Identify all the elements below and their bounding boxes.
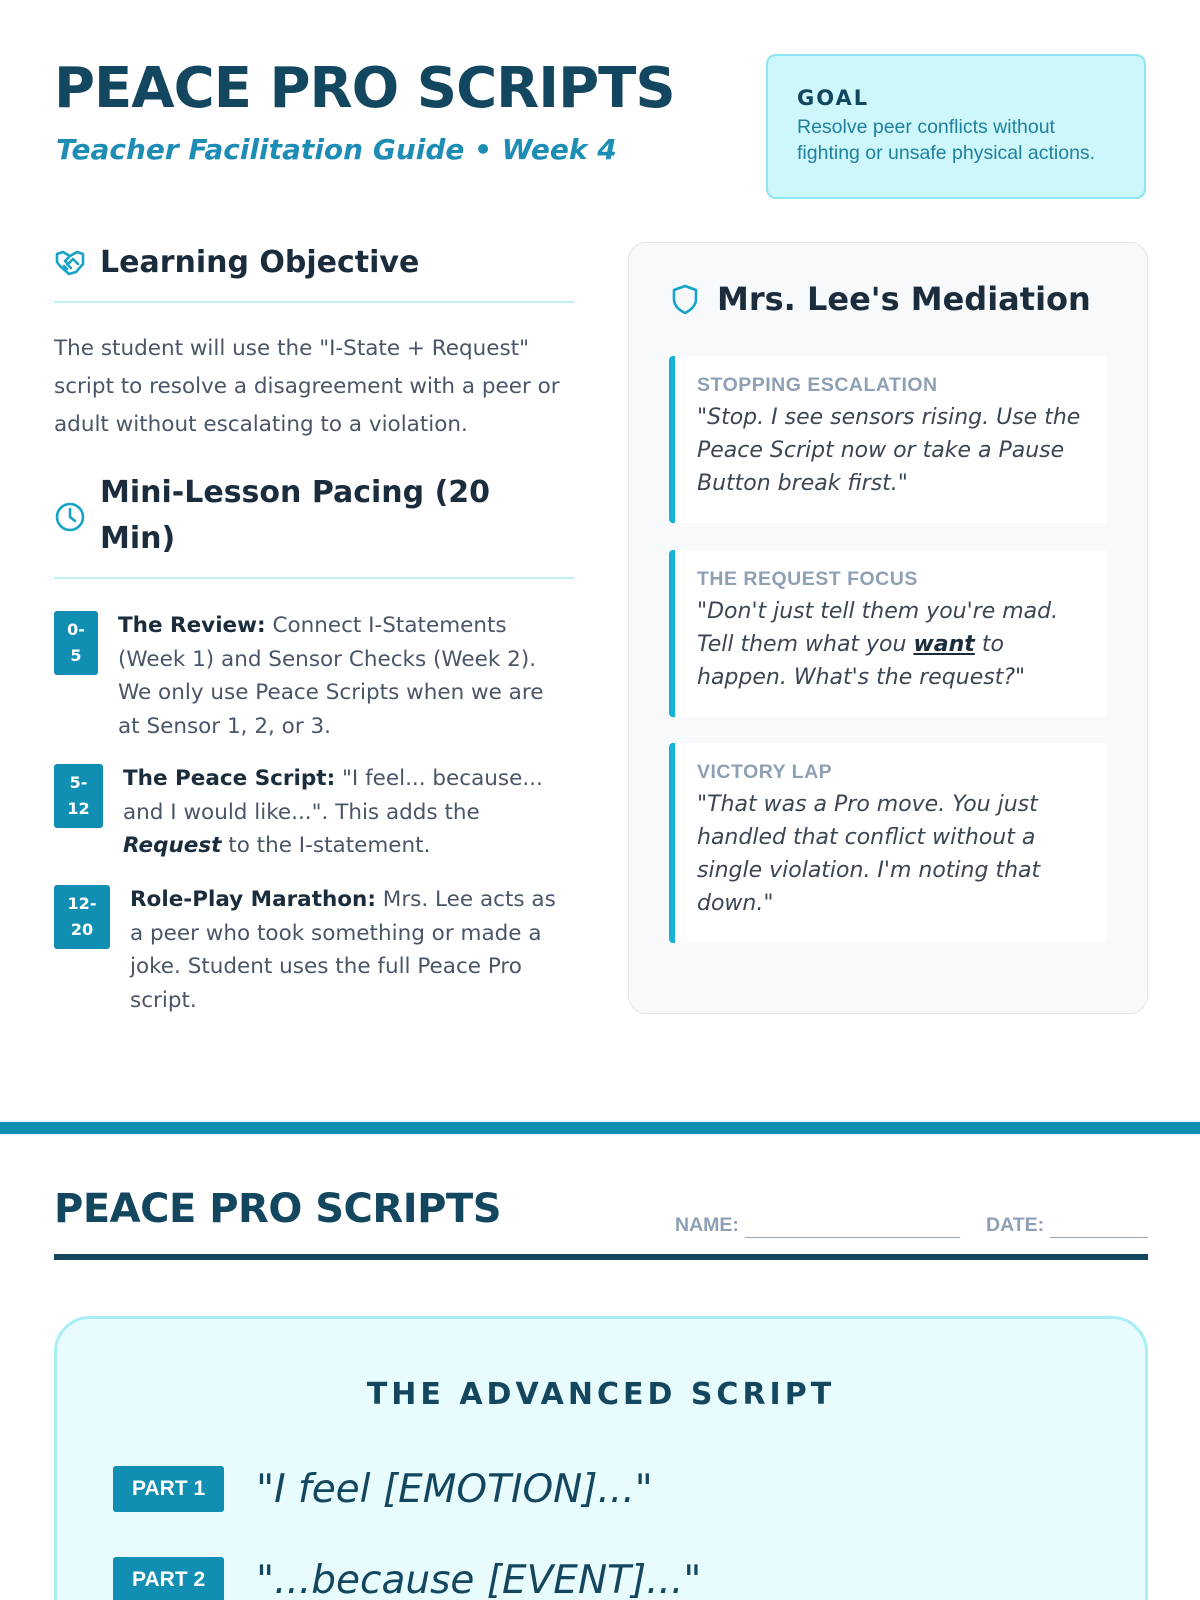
goal-text: Resolve peer conflicts without fighting or unsafe physical actions. xyxy=(797,116,1096,164)
mediation-card xyxy=(669,356,1107,523)
pacing-item-title: The Review: xyxy=(118,613,266,638)
pacing-item xyxy=(54,762,573,863)
clock-icon xyxy=(54,501,86,533)
time-start: 5- xyxy=(69,773,88,792)
time-end: 12 xyxy=(67,799,90,818)
mediation-header xyxy=(671,280,1091,318)
date-label: DATE: xyxy=(986,1214,1045,1236)
part-badge: PART 1 xyxy=(113,1466,224,1512)
shield-icon xyxy=(671,283,701,315)
script-part-row xyxy=(113,1557,701,1600)
time-end: 5 xyxy=(70,646,82,665)
pacing-item-title: Role-Play Marathon: xyxy=(130,887,376,912)
time-badge xyxy=(54,611,98,675)
card-quote-start: "Don't just tell them you're mad. Tell them what you xyxy=(697,599,1059,657)
pacing-text xyxy=(123,762,573,863)
card-label: THE REQUEST FOCUS xyxy=(697,568,918,590)
worksheet-divider xyxy=(54,1254,1148,1260)
card-label: VICTORY LAP xyxy=(697,761,833,783)
pacing-text xyxy=(118,609,568,743)
time-start: 0- xyxy=(67,620,85,639)
pacing-item-text-end: to the I-statement. xyxy=(228,833,431,858)
part-line: "I feel [EMOTION]..." xyxy=(256,1466,653,1512)
pacing-item xyxy=(54,609,568,743)
part-badge: PART 2 xyxy=(113,1557,224,1600)
name-field[interactable] xyxy=(745,1237,960,1238)
page-subtitle: Teacher Facilitation Guide • Week 4 xyxy=(56,133,617,166)
page-divider-band xyxy=(0,1122,1200,1134)
objective-text: The student will use the "I-State + Request" script to resolve a disagreement with a peer or adult without escalating to a violation. xyxy=(54,336,560,437)
card-quote-emphasis: want xyxy=(913,632,975,657)
date-field[interactable] xyxy=(1050,1237,1148,1238)
script-part-row xyxy=(113,1466,653,1512)
pacing-item xyxy=(54,883,570,1017)
pacing-item-text: Mrs. Lee acts as a peer who took something or made a joke. Student uses the full Peace Pro script. xyxy=(130,887,556,1013)
objective-divider xyxy=(54,301,574,303)
pacing-text xyxy=(130,883,570,1017)
time-end: 20 xyxy=(70,920,94,939)
advanced-script-title: THE ADVANCED SCRIPT xyxy=(366,1377,836,1412)
name-label: NAME: xyxy=(675,1214,739,1236)
objective-heading: Learning Objective xyxy=(100,245,420,280)
pacing-item-text: "I feel... because... and I would like...". This adds the xyxy=(123,766,543,825)
mediation-heading: Mrs. Lee's Mediation xyxy=(717,280,1091,318)
goal-box xyxy=(766,54,1146,199)
card-quote: "That was a Pro move. You just handled that conflict without a single violation. I'm noting that down." xyxy=(697,792,1041,916)
worksheet-title: PEACE PRO SCRIPTS xyxy=(54,1186,502,1232)
mediation-card xyxy=(669,743,1107,943)
card-quote xyxy=(697,595,1087,694)
pacing-divider xyxy=(54,577,574,579)
time-badge xyxy=(54,764,103,828)
pacing-header xyxy=(54,470,520,562)
objective-header xyxy=(54,240,419,286)
time-start: 12- xyxy=(67,894,97,913)
page-title: PEACE PRO SCRIPTS xyxy=(54,56,675,121)
mediation-card xyxy=(669,550,1107,717)
time-badge xyxy=(54,885,110,949)
advanced-script-box xyxy=(54,1316,1148,1600)
pacing-item-text: Connect I-Statements (Week 1) and Sensor Checks (Week 2). We only use Peace Scripts when we are at Sensor 1, 2, or 3. xyxy=(118,613,544,739)
pacing-heading: Mini-Lesson Pacing (20 Min) xyxy=(100,475,491,556)
pacing-item-emphasis: Request xyxy=(123,833,222,858)
goal-label: GOAL xyxy=(797,86,870,110)
pacing-item-title: The Peace Script: xyxy=(123,766,336,791)
card-quote: "Stop. I see sensors rising. Use the Peace Script now or take a Pause Button break first." xyxy=(697,405,1081,496)
part-line: "...because [EVENT]..." xyxy=(256,1557,702,1600)
mediation-panel xyxy=(628,242,1148,1014)
card-label: STOPPING ESCALATION xyxy=(697,374,938,396)
handshake-icon xyxy=(54,247,86,279)
card-quote-end: to happen. What's the request?" xyxy=(697,632,1026,690)
